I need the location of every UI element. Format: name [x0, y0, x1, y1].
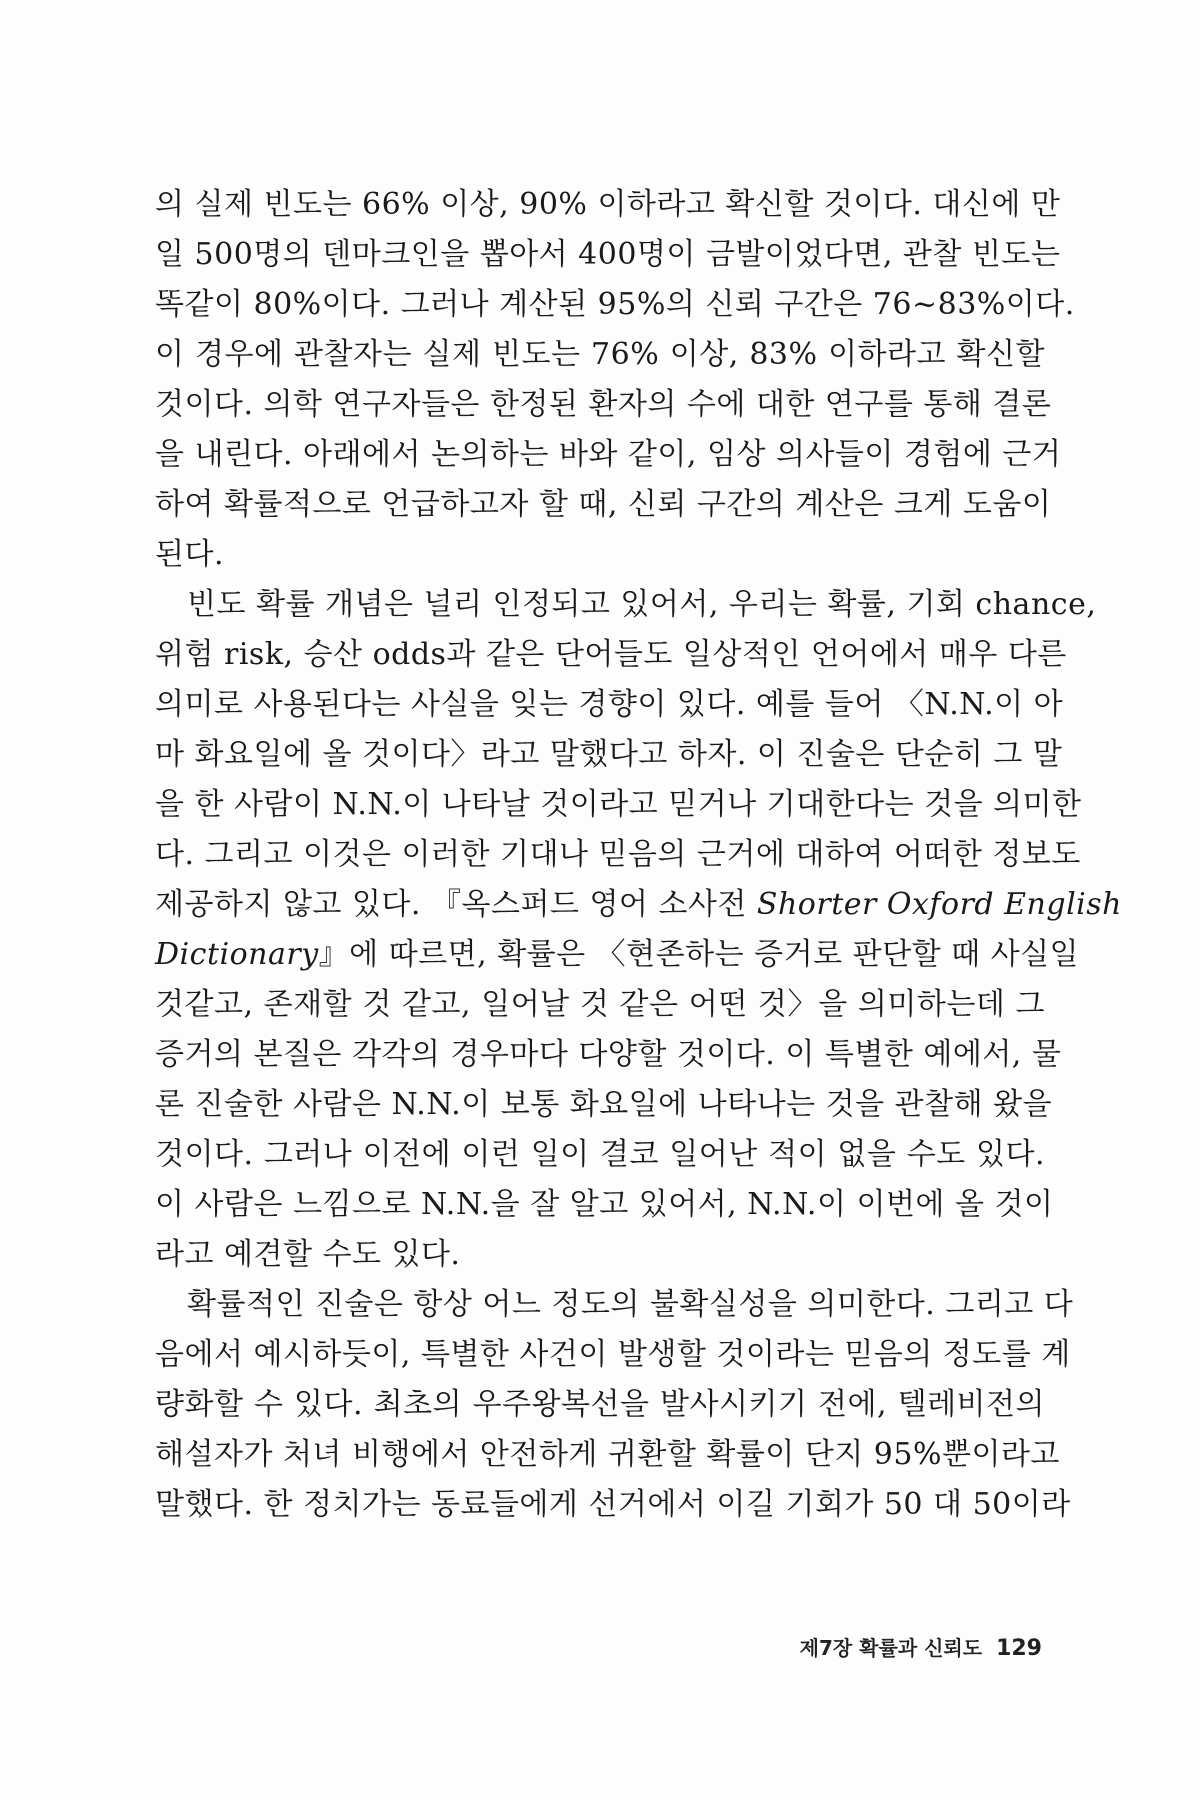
text-line: 증거의 본질은 각각의 경우마다 다양할 것이다. 이 특별한 예에서, 물 — [155, 1037, 1062, 1072]
text-line — [155, 930, 1080, 980]
text-line: 확률적인 진술은 항상 어느 정도의 불확실성을 의미한다. 그리고 다 — [187, 1287, 1074, 1322]
text-line: 량화할 수 있다. 최초의 우주왕복선을 발사시키기 전에, 텔레비전의 — [155, 1387, 1045, 1422]
text-line: 하여 확률적으로 언급하고자 할 때, 신뢰 구간의 계산은 크게 도움이 — [155, 487, 1052, 522]
text-line: 을 내린다. 아래에서 논의하는 바와 같이, 임상 의사들이 경험에 근거 — [155, 437, 1062, 472]
text-line: 마 화요일에 올 것이다〉라고 말했다고 하자. 이 진술은 단순히 그 말 — [155, 737, 1063, 772]
page-number: 129 — [996, 1636, 1042, 1661]
text-line: 위험 risk, 승산 odds과 같은 단어들도 일상적인 언어에서 매우 다른 — [155, 637, 1067, 672]
text-line: 똑같이 80%이다. 그러나 계산된 95%의 신뢰 구간은 76~83%이다. — [155, 287, 1075, 322]
text-line: 음에서 예시하듯이, 특별한 사건이 발생할 것이라는 믿음의 정도를 계 — [155, 1337, 1071, 1372]
text-line: 의미로 사용된다는 사실을 잊는 경향이 있다. 예를 들어 〈N.N.이 아 — [155, 687, 1064, 722]
text-line: 빈도 확률 개념은 널리 인정되고 있어서, 우리는 확률, 기회 chance, — [187, 587, 1097, 622]
text-line: 일 500명의 덴마크인을 뽑아서 400명이 금발이었다면, 관찰 빈도는 — [155, 237, 1061, 272]
book-title: Shorter Oxford English — [756, 887, 1122, 922]
chapter-title: 제7장 확률과 신뢰도 — [799, 1636, 983, 1660]
body-text — [155, 180, 1122, 1530]
text-line — [155, 880, 1122, 930]
text-line: 것이다. 의학 연구자들은 한정된 환자의 수에 대한 연구를 통해 결론 — [155, 387, 1052, 422]
text-line: 된다. — [155, 537, 224, 572]
text-fragment: 』에 따르면, 확률은 〈현존하는 증거로 판단할 때 사실일 — [318, 937, 1080, 972]
text-line: 것같고, 존재할 것 같고, 일어날 것 같은 어떤 것〉을 의미하는데 그 — [155, 987, 1045, 1022]
text-line: 이 경우에 관찰자는 실제 빈도는 76% 이상, 83% 이하라고 확신할 — [155, 337, 1045, 372]
text-line: 론 진술한 사람은 N.N.이 보통 화요일에 나타나는 것을 관찰해 왔을 — [155, 1087, 1053, 1122]
text-line: 을 한 사람이 N.N.이 나타날 것이라고 믿거나 기대한다는 것을 의미한 — [155, 787, 1082, 822]
text-line: 말했다. 한 정치가는 동료들에게 선거에서 이길 기회가 50 대 50이라 — [155, 1487, 1071, 1522]
text-line: 이 사람은 느낌으로 N.N.을 잘 알고 있어서, N.N.이 이번에 올 것이 — [155, 1187, 1054, 1222]
book-title: Dictionary — [155, 937, 319, 972]
text-line: 의 실제 빈도는 66% 이상, 90% 이하라고 확신할 것이다. 대신에 만 — [155, 187, 1061, 222]
text-line: 것이다. 그러나 이전에 이런 일이 결코 일어난 적이 없을 수도 있다. — [155, 1137, 1045, 1172]
text-fragment: 제공하지 않고 있다. 『옥스퍼드 영어 소사전 — [155, 887, 757, 922]
text-line: 다. 그리고 이것은 이러한 기대나 믿음의 근거에 대하여 어떠한 정보도 — [155, 837, 1081, 872]
text-line: 라고 예견할 수도 있다. — [155, 1237, 461, 1272]
page-footer — [800, 1632, 1042, 1661]
text-line: 해설자가 처녀 비행에서 안전하게 귀환할 확률이 단지 95%뿐이라고 — [155, 1437, 1060, 1472]
